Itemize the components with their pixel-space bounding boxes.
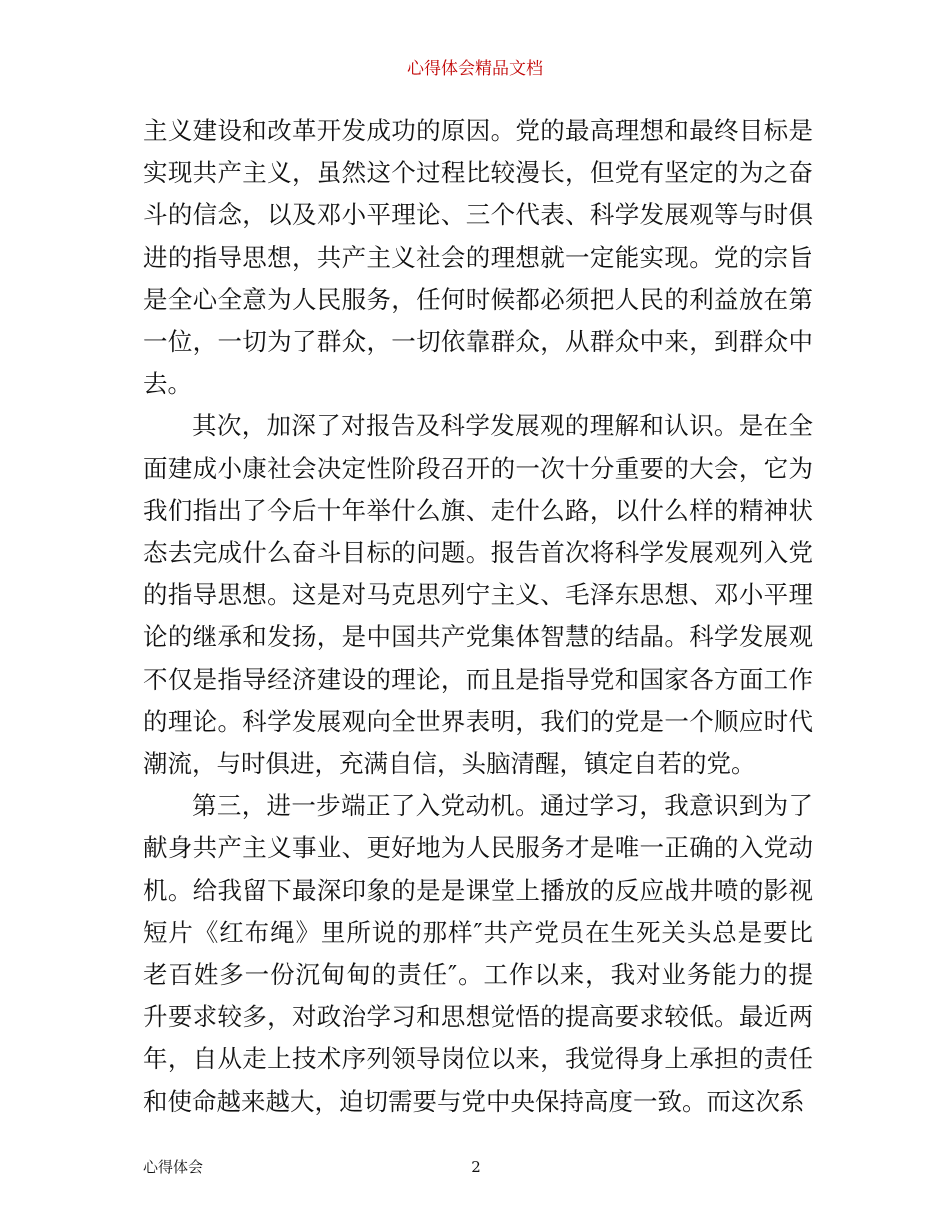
paragraph-second-point: 其次，加深了对报告及科学发展观的理解和认识。是在全面建成小康社会决定性阶段召开的一次十分重要的大会，它为我们指出了今后十年举什么旗、走什么路，以什么样的精神状态去完成什么奋斗目标的问题。报告首次将科学发展观列入党的指导思想。这是对马克思列宁主义、毛泽东思想、邓小平理论的继承和发扬，是中国共产党集体智慧的结晶。科学发展观不仅是指导经济建设的理论，而且是指导党和国家各方面工作的理论。科学发展观向全世界表明，我们的党是一个顺应时代潮流，与时俱进，充满自信，头脑清醒，镇定自若的党。: [143, 411, 813, 779]
page-header-title: 心得体会精品文档: [407, 59, 543, 79]
paragraph-continued: 主义建设和改革开发成功的原因。党的最高理想和最终目标是实现共产主义，虽然这个过程比较漫长，但党有坚定的为之奋斗的信念，以及邓小平理论、三个代表、科学发展观等与时俱进的指导思想，共产主义社会的理想就一定能实现。党的宗旨是全心全意为人民服务，任何时候都必须把人民的利益放在第一位，一切为了群众，一切依靠群众，从群众中来，到群众中去。: [143, 116, 813, 399]
footer-label: 心得体会: [143, 1158, 204, 1176]
page-number: 2: [471, 1158, 481, 1176]
document-body: [143, 110, 813, 1123]
paragraph-third-point: 第三，进一步端正了入党动机。通过学习，我意识到为了献身共产主义事业、更好地为人民服务才是唯一正确的入党动机。给我留下最深印象的是是课堂上播放的反应战井喷的影视短片《红布绳》里所说的那样″共产党员在生死关头总是要比老百姓多一份沉甸甸的责任″。工作以来，我对业务能力的提升要求较多，对政治学习和思想觉悟的提高要求较低。最近两年，自从走上技术序列领导岗位以来，我觉得身上承担的责任和使命越来越大，迫切需要与党中央保持高度一致。而这次系: [143, 791, 813, 1116]
